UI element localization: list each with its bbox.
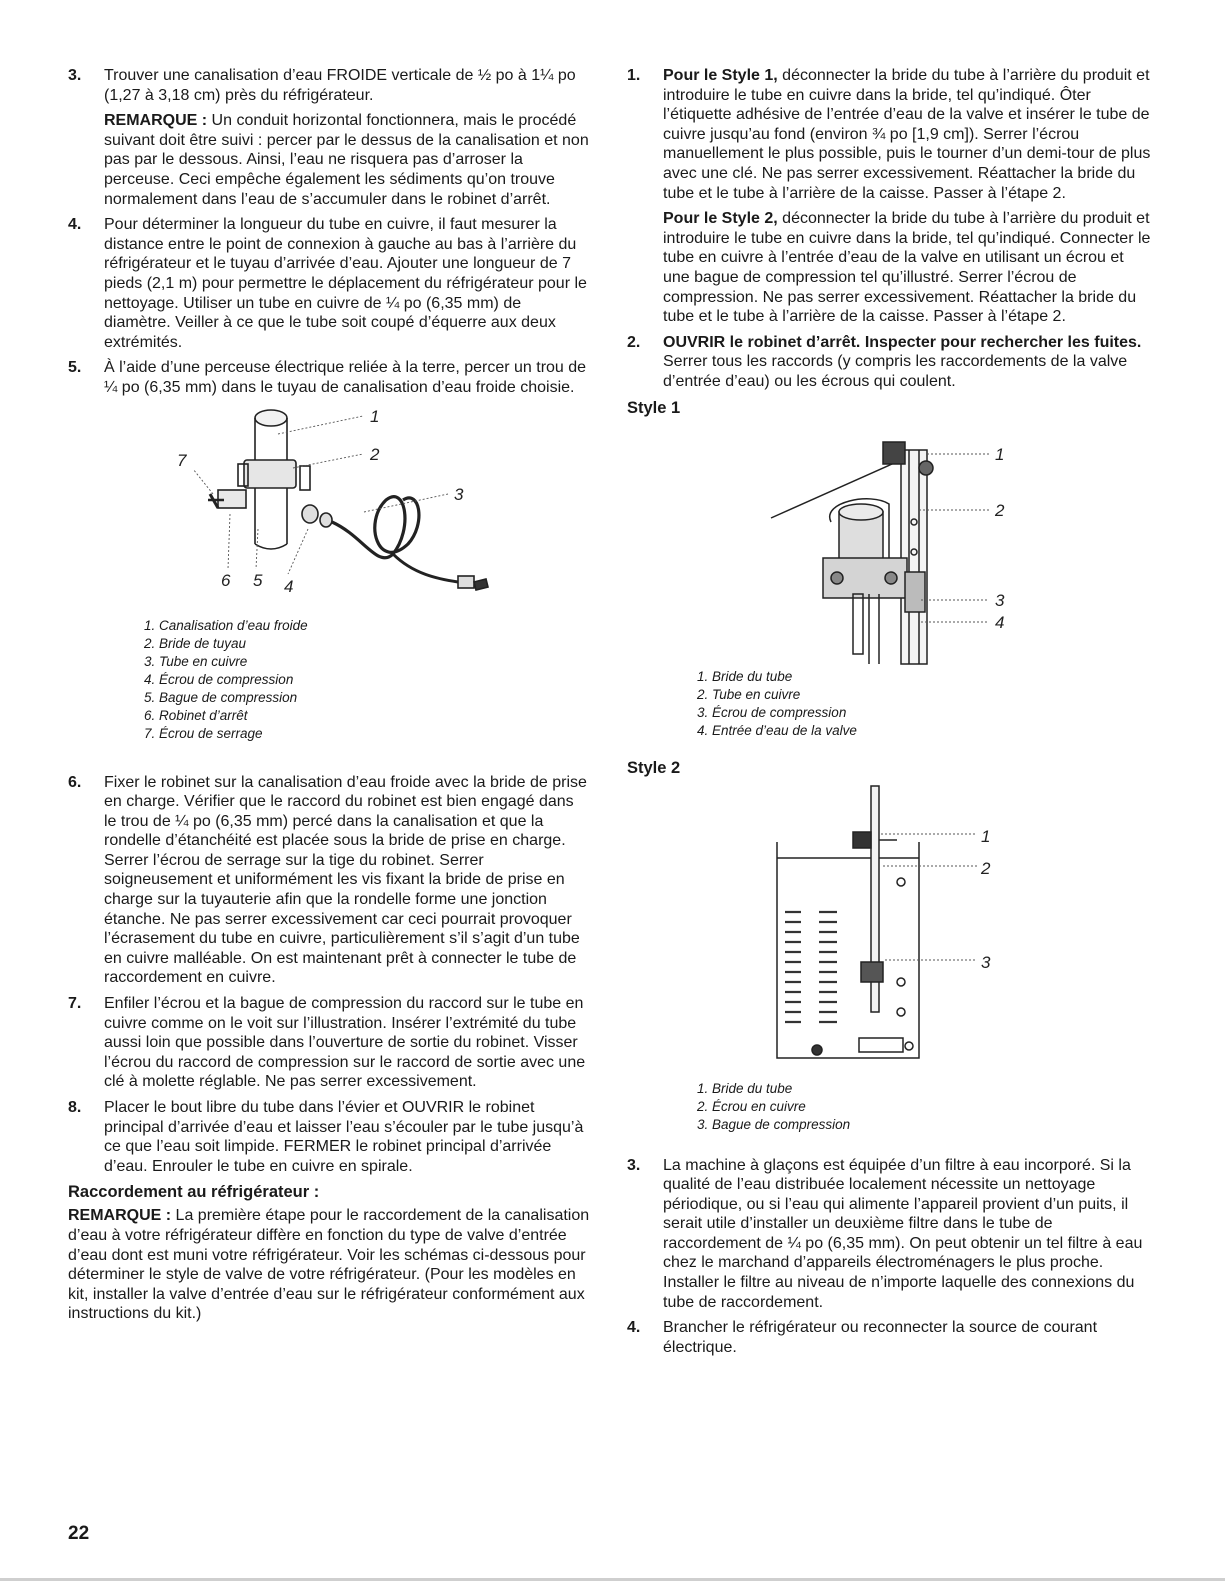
step-number: 7. [68,995,82,1013]
callout-6: 6 [221,570,231,590]
right-column [627,66,1152,1363]
style1-label: Pour le Style 1, [663,67,778,84]
legend-item: 5. Bague de compression [144,689,298,705]
step-number: 5. [68,359,82,377]
callout-1: 1 [370,406,380,426]
step-number: 6. [68,773,82,791]
callout-2: 2 [370,444,380,464]
callout-2: 2 [995,500,1005,520]
style1-figure [627,422,1152,668]
style1-legend [627,668,1152,740]
style1-text: déconnecter la bride du tube à l’arrière du produit et introduire le tube en cuivre dans la bride, tel qu’indiqué. Ôter l’étiquette adhésive de l’entrée d’eau de la valve et insérer le tube de cuivre jusqu’au fond (environ ¾ po [1,9 cm]). Serrer l’écrou manuellement le plus possible, puis le tourner d’un demi-tour de plus avec une clé. Ne pas serrer excessivement. Réattacher la bride du tube et le tube à l’arrière de la caisse. Passer à l’étape 2. [663,67,1151,202]
step-number: 1. [627,67,641,84]
connect-step-4 [627,1318,1152,1357]
legend-item: 1. Bride du tube [697,1080,793,1096]
style2-figure [627,782,1152,1080]
remarque-text: La première étape pour le raccordement de la canalisation d’eau à votre réfrigérateur diffère en fonction du type de valve d’entrée d’eau dont est muni votre réfrigérateur. Voir les schémas ci-dessous pour déterminer le style de valve de votre réfrigérateur. (Pour les modèles en kit, installer la valve d’entrée d’eau sur le réfrigérateur conformément aux instructions du kit.) [68,1207,590,1323]
step-number: 8. [68,1099,82,1116]
callout-5: 5 [253,570,263,590]
step-text: Fixer le robinet sur la canalisation d’eau froide avec la bride de prise en charge. Vérifier que le raccord du robinet est bien engagé dans le trou de ¼ po (6,35 mm) percé dans la canalisation et que la rondelle d’étanchéité est placée sous la bride de prise en charge. Serrer l’écrou de serrage sur la tige du robinet. Serrer soigneusement et uniformément les vis fixant la bride de prise en charge sur la tuyauterie afin que la rondelle forme une jonction étanche. Ne pas serrer excessivement car ceci pourrait provoquer l’écrasement du tube en cuivre, particulièrement s’il s’agit d’un tube en cuivre malléable. On est maintenant prêt à connecter le tube de raccordement en cuivre. [104,773,587,987]
step-text: Enfiler l’écrou et la bague de compression du raccord sur le tube en cuivre comme on le voit sur l’illustration. Insérer l’extrémité du tube aussi loin que possible dans l’ouverture de sortie du robinet. Visser l’écrou du raccord de compression sur le raccord de sortie avec une clé à molette réglable. Ne pas serrer excessivement. [104,995,586,1091]
remarque [68,1206,590,1324]
step-5 [68,358,590,397]
legend-item: 1. Canalisation d’eau froide [144,617,308,633]
callout-4: 4 [284,576,294,596]
connect-step-3 [627,1156,1152,1313]
legend-item: 2. Tube en cuivre [697,686,801,702]
page-bottom-divider [0,1578,1225,1581]
legend-item: 4. Écrou de compression [144,671,294,687]
legend-item: 4. Entrée d’eau de la valve [697,722,857,738]
legend-item: 2. Bride de tuyau [144,635,247,651]
left-column [68,66,590,1330]
step-text: La machine à glaçons est équipée d’un filtre à eau incorporé. Si la qualité de l’eau distribuée localement nécessite un nettoyage périodique, ou si l’eau qui alimente l’appareil provient d’un puits, il serait utile d’installer un deuxième filtre dans le tube de raccordement de ¼ po (6,35 mm). On peut obtenir un tel filtre à eau chez le marchand d’appareils électroménagers le plus proche. Installer le filtre au niveau de n’importe laquelle des connexions du tube de raccordement. [663,1156,1143,1311]
legend-item: 3. Écrou de compression [697,704,847,720]
step-text: Trouver une canalisation d’eau FROIDE verticale de ½ po à 1¼ po (1,27 à 3,18 cm) près du réfrigérateur. [104,67,576,104]
callout-3: 3 [454,484,464,504]
remarque-label: REMARQUE : [68,1207,172,1225]
callout-1: 1 [995,444,1005,464]
callout-1: 1 [981,826,991,846]
style2-illustration [767,782,1167,1080]
step-text [663,333,1152,392]
legend-item: 1. Bride du tube [697,668,793,684]
step-8 [68,1098,590,1176]
style1-illustration [761,422,1161,668]
page-number: 22 [68,1523,90,1544]
legend-item: 2. Écrou en cuivre [697,1098,806,1114]
step-6 [68,773,590,989]
callout-3: 3 [995,590,1005,610]
legend-item: 3. Bague de compression [697,1116,851,1132]
step-number: 4. [68,216,82,234]
step-number: 4. [627,1319,641,1337]
figure-legend [68,617,590,743]
note [104,111,590,209]
step-text: Placer le bout libre du tube dans l’évier et OUVRIR le robinet principal d’arrivée d’eau et laisser l’eau s’écouler par le tube jusqu’à ce que l’eau soit limpide. FERMER le robinet principal d’arrivée d’eau. Enrouler le tube en cuivre en spirale. [104,1099,584,1175]
step-text: Pour déterminer la longueur du tube en cuivre, il faut mesurer la distance entre le point de connexion à gauche au bas à l’arrière du réfrigérateur et le tuyau d’arrivée d’eau. Ajouter une longueur de 7 pieds (2,1 m) pour permettre le déplacement du réfrigérateur pour le nettoyage. Utiliser un tube en cuivre de ¼ po (6,35 mm) de diamètre. Veiller à ce que le tube soit coupé d’équerre aux deux extrémités. [104,216,587,351]
step-number: 3. [68,67,82,84]
style2-label: Pour le Style 2, [663,210,778,228]
style2-legend [627,1080,1152,1134]
step-number: 2. [627,333,641,351]
style2-instructions [663,209,1152,327]
legend-item: 6. Robinet d’arrêt [144,707,248,723]
note-text: Un conduit horizontal fonctionnera, mais le procédé suivant doit être suivi : percer par le dessus de la canalisation et non pas par le dessous. Ainsi, l’eau ne risquera pas d’arroser la perceuse. Ceci empêche également les sédiments qu’on trouve normalement dans l’eau de s’accumuler dans le robinet d’arrêt. [104,112,589,208]
step-4 [68,215,590,352]
step-text: À l’aide d’une perceuse électrique reliée à la terre, percer un trou de ¼ po (6,35 mm) dans le tuyau de canalisation d’eau froide choisie. [104,359,587,396]
callout-4: 4 [995,612,1005,632]
connect-step-1 [627,66,1152,327]
step-7 [68,994,590,1092]
shutoff-valve-figure [68,404,590,617]
callout-7: 7 [177,450,187,470]
step-text: Brancher le réfrigérateur ou reconnecter la source de courant électrique. [663,1319,1098,1356]
style2-title: Style 2 [627,758,681,777]
style1-instructions [663,66,1152,203]
step-rest: Serrer tous les raccords (y compris les raccordements de la valve d’entrée d’eau) ou les écrous qui coulent. [663,353,1128,390]
step-3 [68,66,590,209]
callout-3: 3 [981,952,991,972]
step-number: 3. [627,1156,641,1174]
legend-item: 3. Tube en cuivre [144,653,248,669]
section-heading: Raccordement au réfrigérateur : [68,1183,320,1202]
style1-title: Style 1 [627,398,681,417]
style2-text: déconnecter la bride du tube à l’arrière du produit et introduire le tube en cuivre dans la bride, tel qu’indiqué. Connecter le tube en cuivre à l’entrée d’eau de la valve en utilisant un écrou et une bague de compression tel qu’illustré. Serrer l’écrou de compression. Ne pas serrer excessivement. Réattacher la bride du tube et le tube à l’arrière de la caisse. Passer à l’étape 2. [663,210,1151,326]
legend-item: 7. Écrou de serrage [144,725,263,741]
callout-2: 2 [981,858,991,878]
note-label: REMARQUE : [104,112,208,130]
step-bold: OUVRIR le robinet d’arrêt. Inspecter pour rechercher les fuites. [663,333,1142,351]
connect-step-2 [627,333,1152,392]
shutoff-valve-illustration [158,404,598,617]
